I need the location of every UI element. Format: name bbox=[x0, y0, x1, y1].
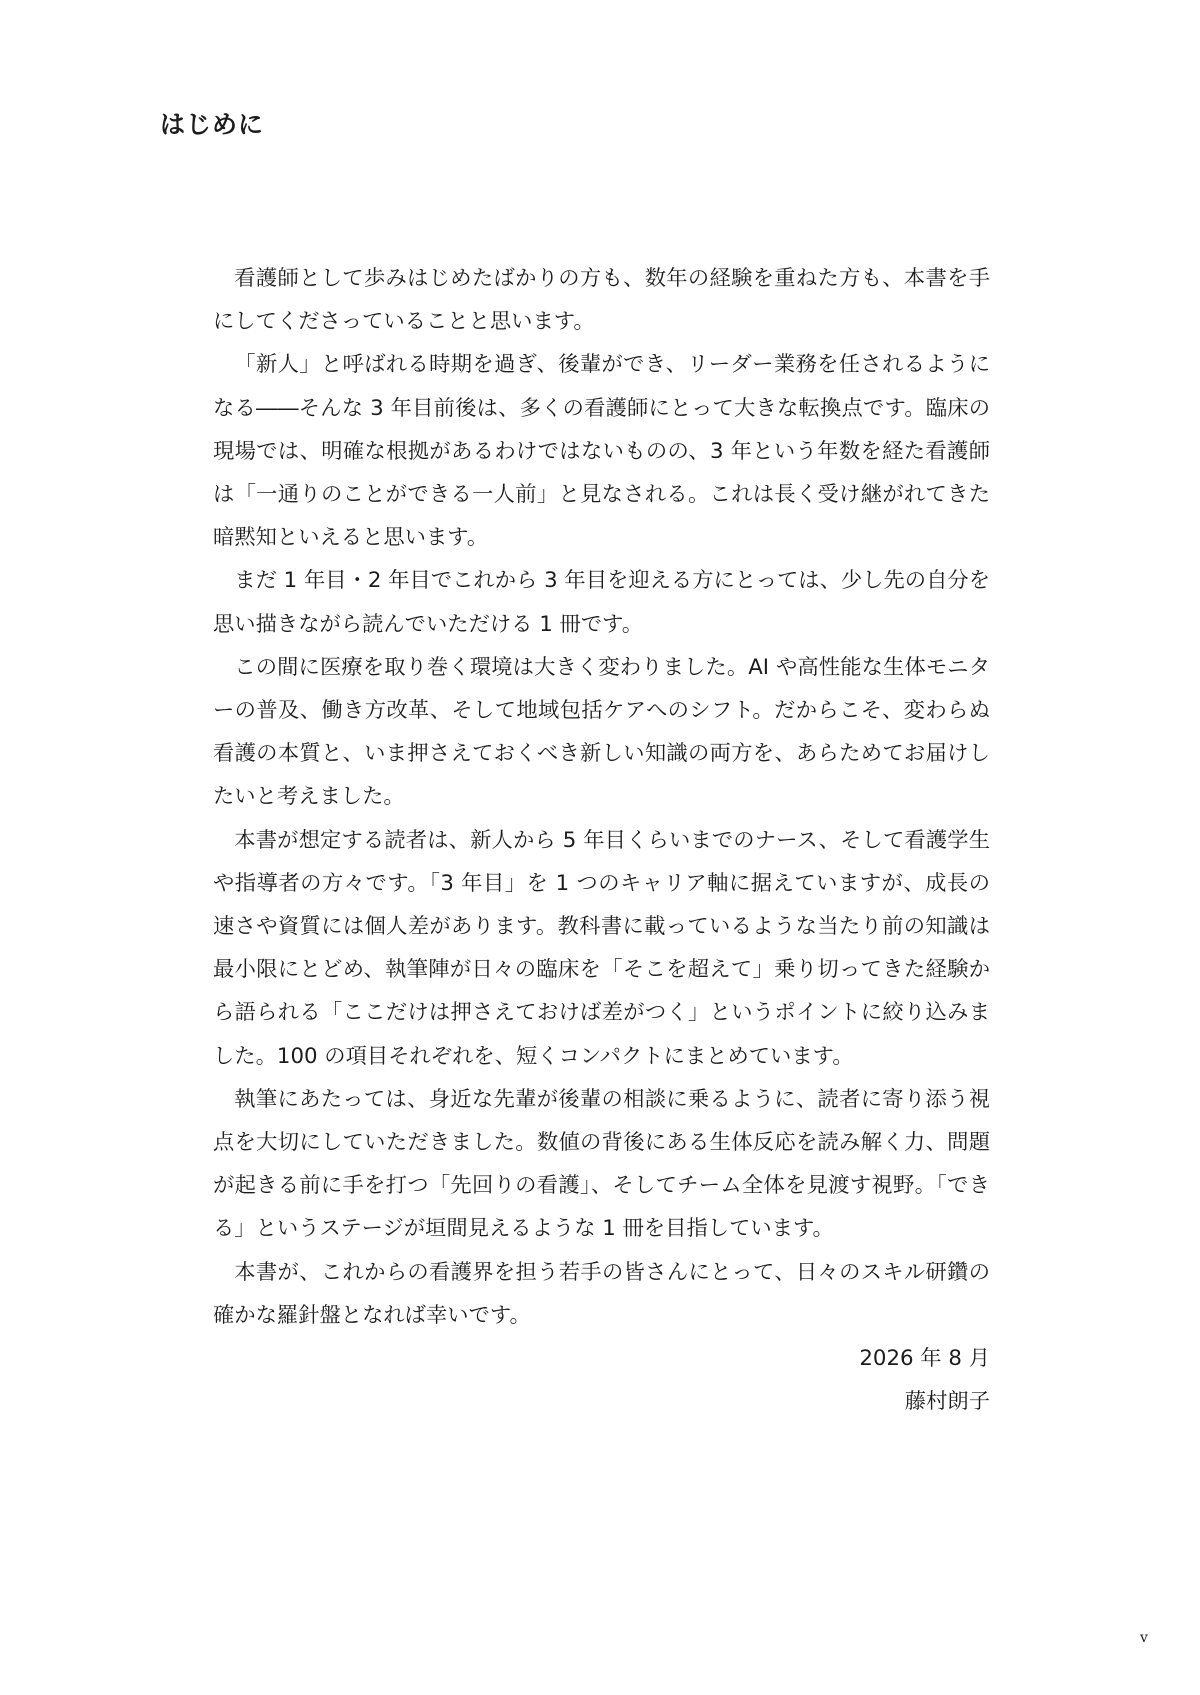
paragraph: 本書が想定する読者は、新人から 5 年目くらいまでのナース、そして看護学生や指導者の方々です。「3 年目」を 1 つのキャリア軸に据えていますが、成長の速さや資質には個人差があります。教科書に載っているような当たり前の知識は最小限にとどめ、執筆陣が日々の臨床を「そこを超えて」乗り切ってきた経験から語られる「ここだけは押さえておけば差がつく」というポイントに絞り込みました。100 の項目それぞれを、短くコンパクトにまとめています。 bbox=[213, 827, 990, 1069]
page-title: はじめに bbox=[160, 110, 265, 139]
paragraph: 執筆にあたっては、身近な先輩が後輩の相談に乗るように、読者に寄り添う視点を大切にしていただきました。数値の背後にある生体反応を読み解く力、問題が起きる前に手を打つ「先回りの看護」、そしてチーム全体を見渡す視野。「できる」というステージが垣間見えるような 1 冊を目指しています。 bbox=[213, 1086, 990, 1242]
preface-body bbox=[213, 257, 990, 1423]
paragraph: 「新人」と呼ばれる時期を過ぎ、後輩ができ、リーダー業務を任されるようになる――そんな 3 年目前後は、多くの看護師にとって大きな転換点です。臨床の現場では、明確な根拠があるわけではないものの、3 年という年数を経た看護師は「一通りのことができる一人前」と見なされる。これは長く受け継がれてきた暗黙知といえると思います。 bbox=[213, 352, 990, 551]
paragraph: この間に医療を取り巻く環境は大きく変わりました。AI や高性能な生体モニターの普及、働き方改革、そして地域包括ケアへのシフト。だからこそ、変わらぬ看護の本質と、いま押さえておくべき新しい知識の両方を、あらためてお届けしたいと考えました。 bbox=[213, 654, 990, 810]
page-number: v bbox=[1140, 1630, 1148, 1646]
paragraph: まだ 1 年目・2 年目でこれから 3 年目を迎える方にとっては、少し先の自分を思い描きながら読んでいただける 1 冊です。 bbox=[213, 568, 990, 637]
paragraph: 看護師として歩みはじめたばかりの方も、数年の経験を重ねた方も、本書を手にしてくださっていることと思います。 bbox=[213, 266, 990, 335]
author-name: 藤村朗子 bbox=[904, 1389, 990, 1415]
paragraph: 本書が、これからの看護界を担う若手の皆さんにとって、日々のスキル研鑽の確かな羅針盤となれば幸いです。 bbox=[213, 1259, 990, 1328]
date-line: 2026 年 8 月 bbox=[859, 1346, 990, 1372]
